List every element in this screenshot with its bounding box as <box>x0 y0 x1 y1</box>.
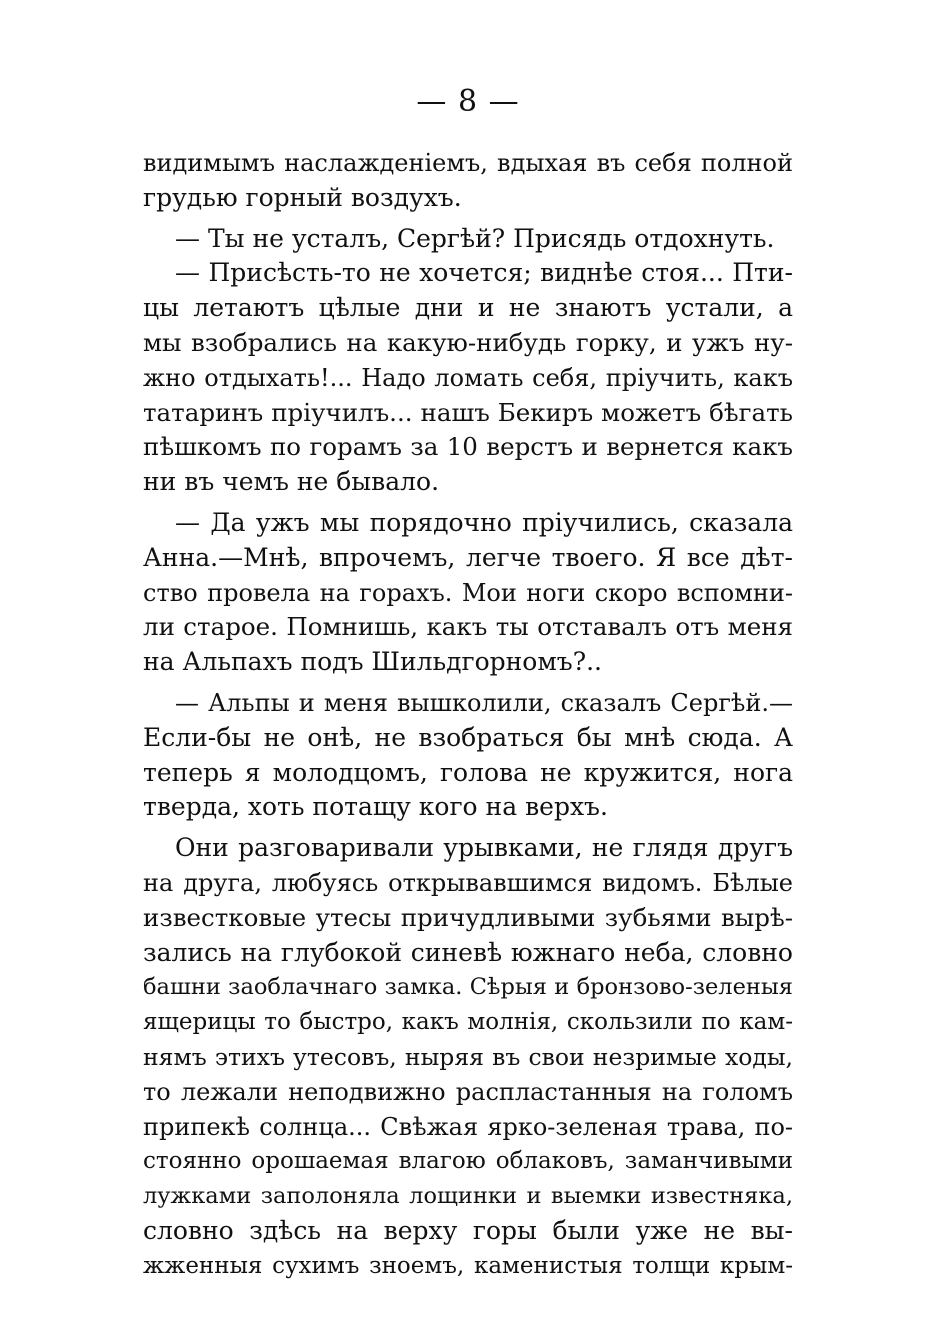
text-line: жженныя сухимъ зноемъ, каменистыя толщи крым- <box>143 1252 793 1279</box>
text-line: тверда, хоть потащу кого на верхъ. <box>143 792 608 822</box>
text-line: мы взобрались на какую-нибудь горку, и ужъ ну- <box>143 327 793 357</box>
text-line: нямъ этихъ утесовъ, ныряя въ свои незримые ходы, <box>143 1042 793 1071</box>
text-line: — Ты не усталъ, Сергѣй? Присядь отдохнуть. <box>175 223 775 253</box>
body-text <box>143 146 793 1284</box>
text-line: словно здѣсь на верху горы были уже не вы- <box>143 1215 793 1245</box>
text-line: — Присѣсть-то не хочется; виднѣе стоя... Пти- <box>175 258 793 288</box>
text-line: на Альпахъ подъ Шильдгорномъ?.. <box>143 647 603 677</box>
text-line: башни заоблачнаго замка. Сѣрыя и бронзово-зеленыя <box>143 974 793 1001</box>
text-line: татаринъ пріучилъ... нашъ Бекиръ можетъ бѣгать <box>143 397 793 427</box>
text-line: стоянно орошаемая влагою облаковъ, заманчивыми <box>143 1148 793 1175</box>
text-line: видимымъ наслажденіемъ, вдыхая въ себя полной <box>143 149 793 177</box>
text-line: ни въ чемъ не бывало. <box>143 467 440 497</box>
text-line: грудью горный воздухъ. <box>143 182 462 212</box>
page-number: — 8 — <box>416 84 520 119</box>
text-line: ящерицы то быстро, какъ молнія, скользили по кам- <box>143 1009 793 1036</box>
text-line: припекѣ солнца... Свѣжая ярко-зеленая трава, по- <box>143 1112 793 1141</box>
text-line: Анна.—Мнѣ, впрочемъ, легче твоего. Я все дѣт- <box>143 542 793 572</box>
text-line: — Альпы и меня вышколили, сказалъ Сергѣй.— <box>175 688 793 717</box>
text-line: — Да ужъ мы порядочно пріучились, сказала <box>175 507 793 537</box>
text-line: зались на глубокой синевѣ южнаго неба, словно <box>143 937 793 967</box>
text-line: Если-бы не онѣ, не взобраться бы мнѣ сюда. А <box>143 722 793 752</box>
text-line: пѣшкомъ по горамъ за 10 верстъ и вернется какъ <box>143 432 793 462</box>
text-line: лужками заполоняла лощинки и выемки известняка, <box>143 1183 793 1210</box>
text-line: Они разговаривали урывками, не глядя другъ <box>175 833 793 863</box>
text-line: ство провела на горахъ. Мои ноги скоро вспомни- <box>143 578 793 607</box>
text-line: жно отдыхать!... Надо ломать себя, пріучить, какъ <box>143 363 793 392</box>
text-line: ли старое. Помнишь, какъ ты отставалъ отъ меня <box>143 612 793 642</box>
text-line: теперь я молодцомъ, голова не кружится, нога <box>143 757 793 787</box>
text-line: известковые утесы причудливыми зубьями вырѣ- <box>143 902 793 932</box>
text-line: цы летаютъ цѣлые дни и не знаютъ устали, а <box>143 293 793 323</box>
text-line: на друга, любуясь открывавшимся видомъ. Бѣлые <box>143 868 793 897</box>
text-line: то лежали неподвижно распластанныя на голомъ <box>143 1077 793 1106</box>
